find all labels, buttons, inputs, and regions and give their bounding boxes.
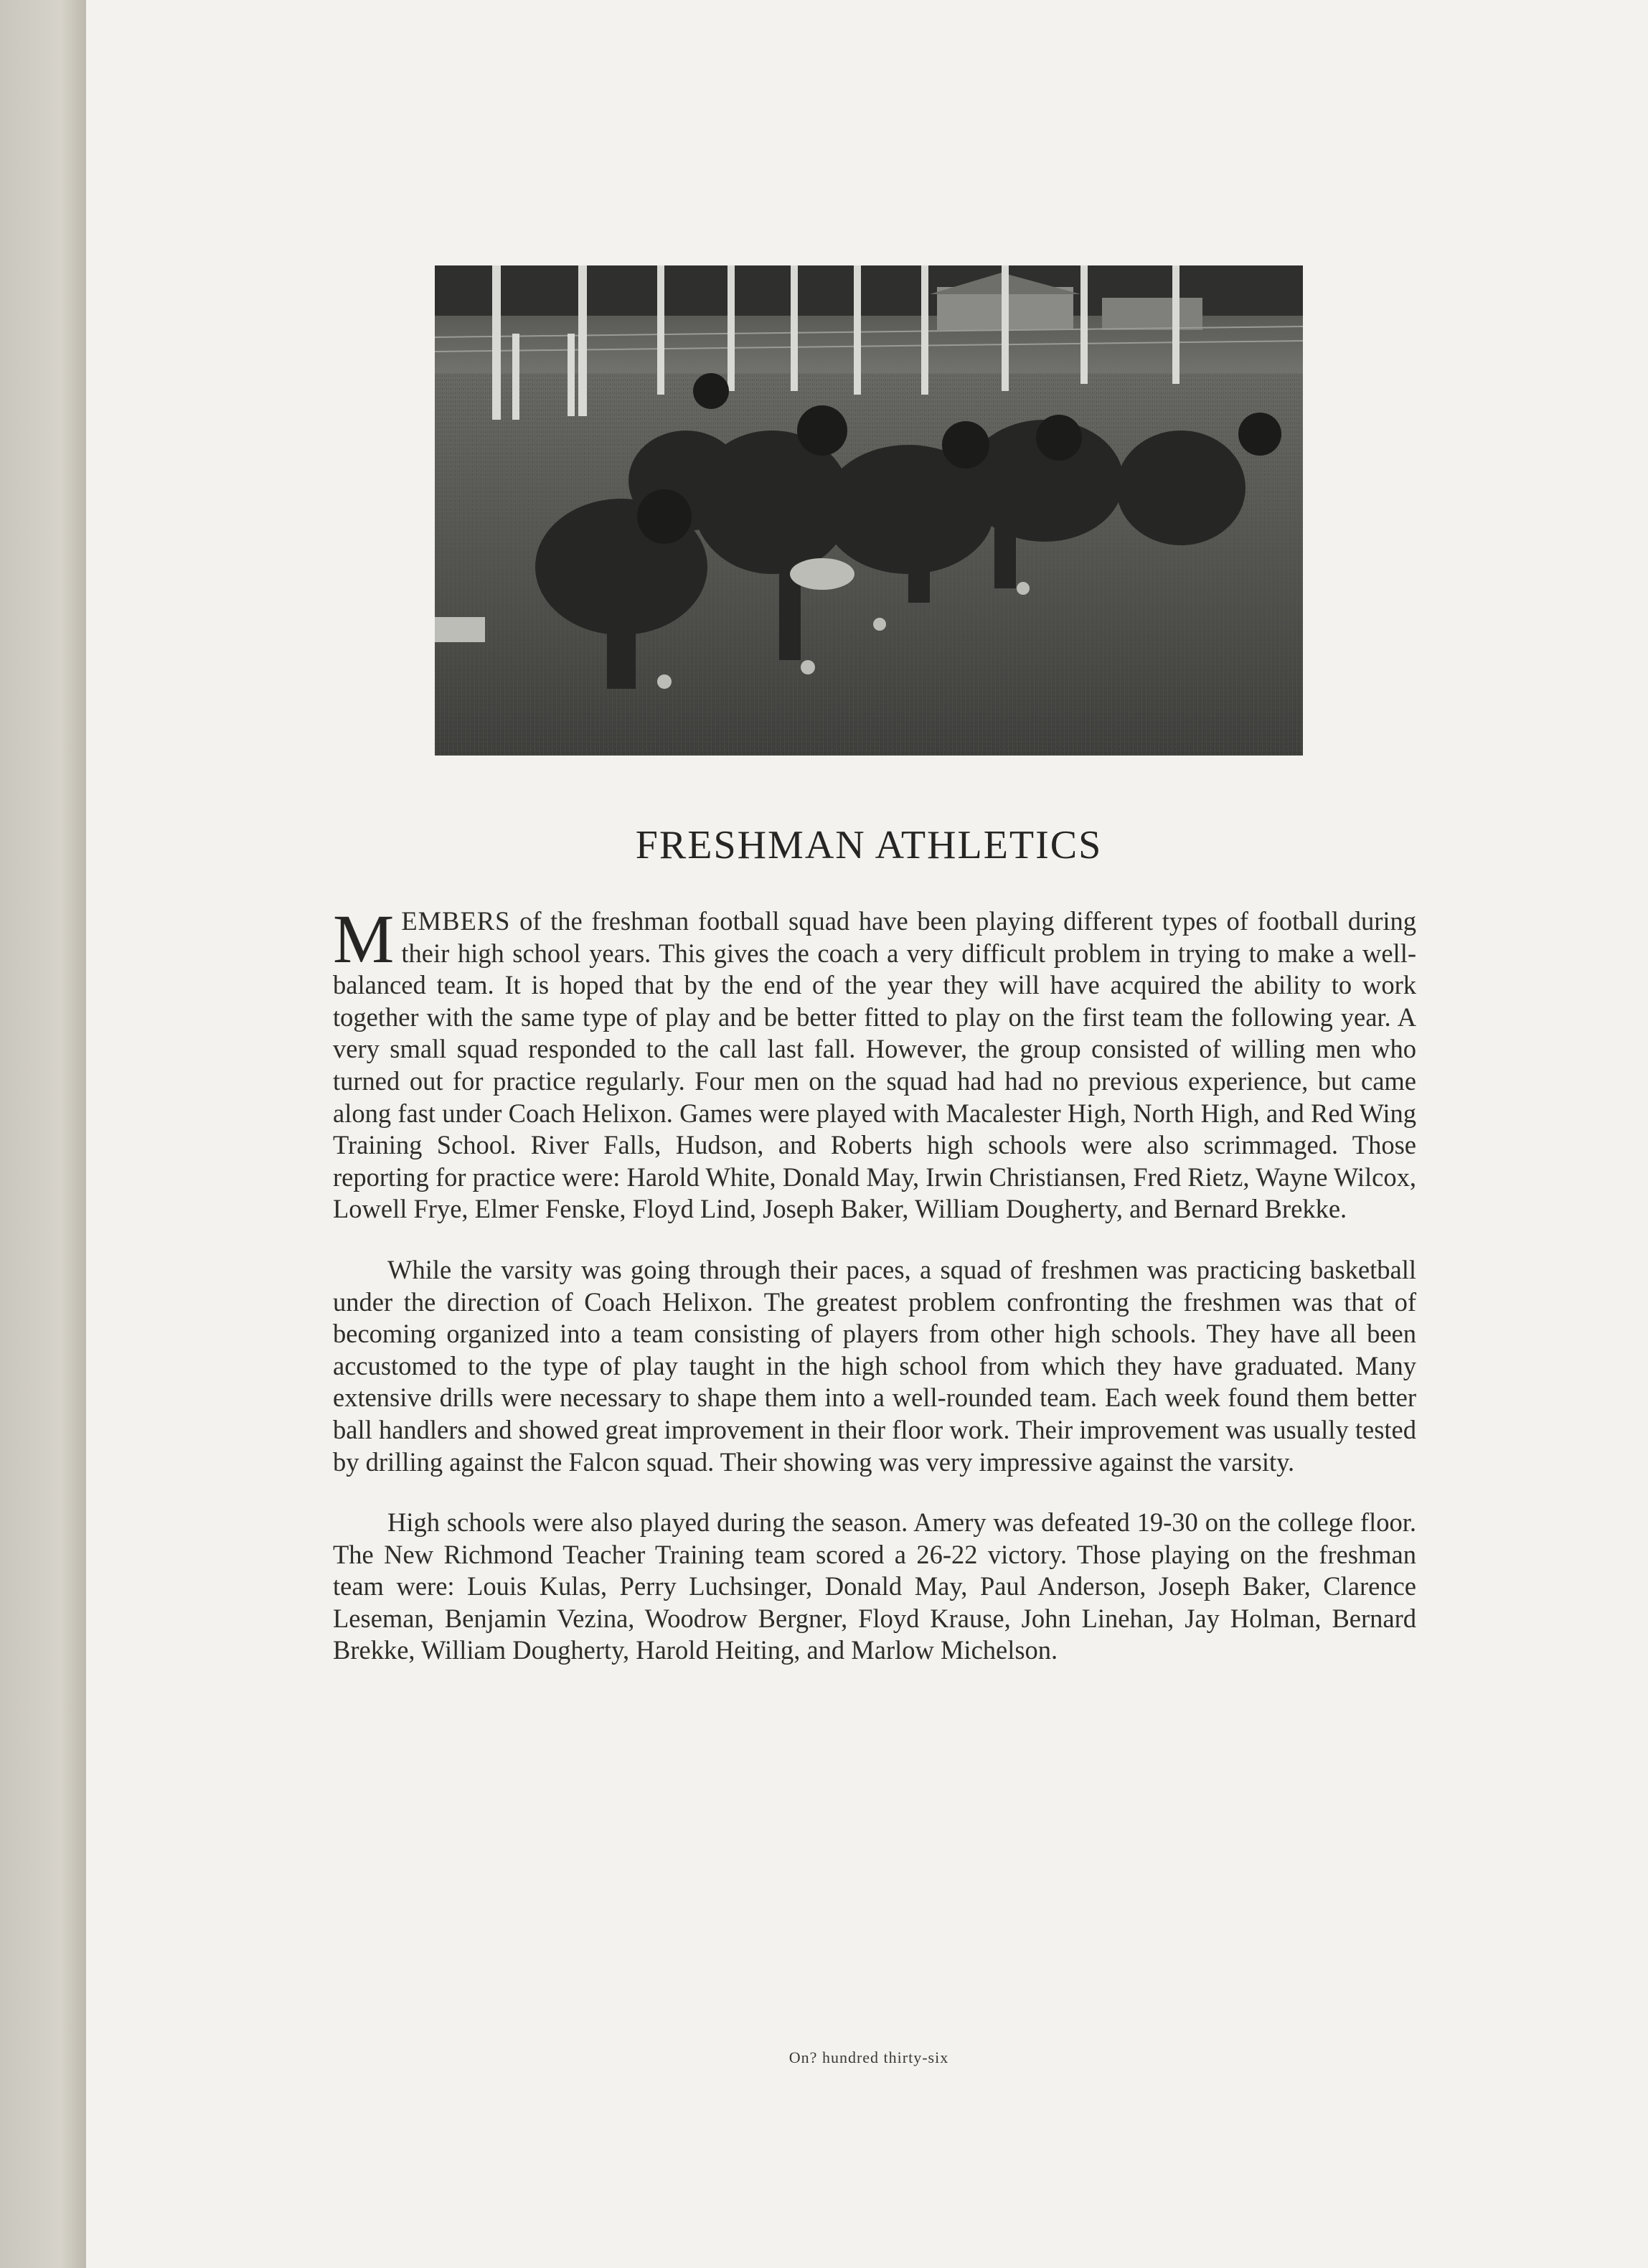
football-photo-illustration	[435, 265, 1303, 756]
page-title: FRESHMAN ATHLETICS	[635, 823, 1103, 867]
lead-in-smallcaps: EMBERS	[401, 906, 511, 936]
article-body	[333, 900, 1416, 1667]
football-team-photo	[435, 265, 1303, 756]
binding-edge	[0, 0, 86, 2268]
paragraph-basketball: While the varsity was going through their paces, a squad of freshmen was practicing basketball under the direction of Coach Helixon. The greatest problem confronting the freshmen was that of becoming organized into a team consisting of players from other high schools. They have all been accustomed to the type of play taught in the high school from which they have graduated. Many extensive drills were necessary to shape them into a well-rounded team. Each week found them better ball handlers and showed great improvement in their floor work. Their improvement was usually tested by drilling against the Falcon squad. Their showing was very impressive against the varsity.	[333, 1254, 1416, 1477]
paragraph-football	[333, 900, 1416, 1225]
page-number: On? hundred thirty-six	[788, 2048, 949, 2066]
paragraph-games: High schools were also played during the season. Amery was defeated 19-30 on the college floor. The New Richmond Teacher Training team scored a 26-22 victory. Those playing on the freshman team were: Louis Kulas, Perry Luchsinger, Donald May, Paul Anderson, Joseph Baker, Clarence Leseman, Benjamin Vezina, Woodrow Bergner, Floyd Krause, John Linehan, Jay Holman, Bernard Brekke, William Dougherty, Harold Heiting, and Marlow Michelson.	[333, 1507, 1416, 1665]
paragraph-football-text: of the freshman football squad have been playing different types of football during their high school years. This gives the coach a very difficult problem in trying to make a well-balanced team. It is hoped that by the end of the year they will have acquired the ability to work together with the same type of play and be better fitted to play on the first team the following year. A very small squad responded to the call last fall. However, the group consisted of willing men who turned out for practice regularly. Four men on the squad had had no previous experience, but came along fast under Coach Helixon. Games were played with Macalester High, North High, and Red Wing Training School. River Falls, Hudson, and Roberts high schools were also scrimmaged. Those reporting for practice were: Harold White, Donald May, Irwin Christiansen, Fred Rietz, Wayne Wilcox, Lowell Frye, Elmer Fenske, Floyd Lind, Joseph Baker, William Dougherty, and Bernard Brekke.	[333, 906, 1416, 1224]
drop-cap: M	[333, 900, 395, 977]
